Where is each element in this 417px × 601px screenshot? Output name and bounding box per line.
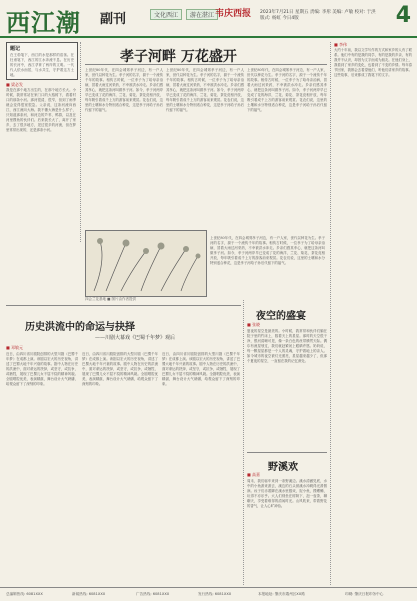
- paper-name: 韦庆西报: [215, 9, 252, 19]
- masthead: [0, 0, 417, 38]
- section-tag: 文化西江: [150, 9, 182, 20]
- feature-text-continued: 上世纪80年代，在四会城郊孝子河边，有一户人家，世代以种花为生。孝子河的名字，源于一个流传千年的故事。相传古时候，一位孝子为了给母亲治病，冒着大雨过河采药，不幸被洪水冲走。乡亲们感其孝心，就把这条河叫做孝子河。如今，孝子河两岸早已变成了花的海洋，兰花、菊花、茶花竞相开放，每年吸引着成千上万的游客前来观赏。花农们说，这里的土壤和水分特别适合种花，这是孝子河给子孙后代留下的福气。: [247, 68, 327, 112]
- intro-text: 在王勃笔下，西江的水是那样的浩荡。在杜甫笔下，西江的江水奔流不息。在历史的长河中，西江孕育了两岸的文明。一代代人依水而居，与水共生，守护着这方土地。: [10, 53, 74, 77]
- right-column: [334, 42, 412, 583]
- footer-item: 广告热线: 6081XXX: [136, 592, 170, 596]
- intro-title: 题记: [10, 46, 21, 52]
- creek-column: [247, 479, 327, 584]
- column-divider: [330, 42, 331, 585]
- intro-box: [6, 42, 78, 80]
- flower-drawing: [86, 231, 206, 296]
- night-title: 夜空的盛宴: [256, 311, 306, 322]
- section-tag: 游在湛江: [186, 9, 218, 20]
- history-column-2: [82, 352, 158, 584]
- section-rule: [247, 452, 327, 453]
- author-tag: ■ 邓敏元: [6, 345, 24, 350]
- history-subtitle: ——川剧大幕戏《巴蜀千年梦》观后: [95, 335, 176, 341]
- history-column-1: [6, 352, 78, 584]
- history-text: 近日，由四川省川剧院创排的大型川剧《巴蜀千年梦》在成都上演。该剧以宏大的历史视角，讲述了巴蜀大地千年兴衰的故事。剧中人物在历史的洪流中，面对命运的抉择，或坚守，或抗争，或牺牲，展现了巴蜀儿女不屈不挠的精神风貌。全剧唱腔优美，表演精湛，舞台设计大气磅礴，给观众留下了深刻的印象。: [6, 352, 78, 386]
- history-title: 历史洪流中的命运与抉择: [25, 322, 135, 333]
- author-tag: ■ 张晓: [247, 322, 261, 327]
- author-tag: ■ 梁必发: [6, 82, 24, 87]
- author-tag: ■ 高嘉: [247, 472, 261, 477]
- feature-text-continued: 上世纪80年代，在四会城郊孝子河边，有一户人家，世代以种花为生。孝子河的名字，源于一个流传千年的故事。相传古时候，一位孝子为了给母亲治病，冒着大雨过河采药，不幸被洪水冲走。乡亲们感其孝心，就把这条河叫做孝子河。如今，孝子河两岸早已变成了花的海洋，兰花、菊花、茶花竞相开放，每年吸引着成千上万的游客前来观赏。花农们说，这里的土壤和水分特别适合种花，这是孝子河给子孙后代留下的福气。: [210, 236, 325, 265]
- image-caption: 四会兰花基地 ■ 图片由作者提供: [85, 297, 137, 301]
- footer-item: 印刷: 肇庆日报印务中心: [345, 592, 384, 596]
- footer: [0, 587, 417, 601]
- paper-logo: 西江潮: [6, 9, 81, 37]
- footer-item: 发行热线: 6081XXX: [198, 592, 232, 596]
- page-number: 4: [395, 3, 411, 28]
- column-divider: [80, 42, 81, 242]
- flower-illustration: [85, 230, 207, 297]
- footer-item: 总编辑热线: 6081XXX: [6, 592, 43, 596]
- section-rule: [6, 305, 241, 306]
- author-tag: ■ 李伟: [334, 42, 348, 47]
- section-tags: [150, 9, 220, 20]
- footer-item: 本报地址: 肇庆市端州区XX路: [258, 592, 305, 596]
- section-title: 副刊: [100, 12, 127, 27]
- feature-title: 孝子河畔 万花盛开: [120, 49, 237, 65]
- night-column: [247, 329, 327, 449]
- column-divider: [243, 300, 244, 585]
- feature-text-continued: 上世纪80年代，在四会城郊孝子河边，有一户人家，世代以种花为生。孝子河的名字，源于一个流传千年的故事。相传古时候，一位孝子为了给母亲治病，冒着大雨过河采药，不幸被洪水冲走。乡亲们感其孝心，就把这条河叫做孝子河。如今，孝子河两岸早已变成了花的海洋，兰花、菊花、茶花竞相开放，每年吸引着成千上万的游客前来观赏。花农们说，这里的土壤和水分特别适合种花，这是孝子河给子孙后代留下的福气。: [166, 68, 244, 112]
- creek-title: 野溪欢: [268, 462, 298, 473]
- left-column: [6, 82, 76, 240]
- right-column-text: 大约十年前，我以文学写作的方式和家乡的人有了联系。他们中有的是我的同学，有的是我的乡亲，有的我并不认识，却因为文字而成为朋友。在他们身上，我看到了家乡的变化，也看到了不变的乡情。每年春节回家，我都会去看望他们，听他们讲家乡的故事。这些故事，后来都成了我笔下的文字。: [334, 48, 412, 77]
- feature-column-3: [247, 68, 327, 228]
- headline-rule: [85, 64, 327, 65]
- history-column-3: [162, 352, 240, 584]
- history-text-continued: 近日，由四川省川剧院创排的大型川剧《巴蜀千年梦》在成都上演。该剧以宏大的历史视角，讲述了巴蜀大地千年兴衰的故事。剧中人物在历史的洪流中，面对命运的抉择，或坚守，或抗争，或牺牲，展现了巴蜀儿女不屈不挠的精神风貌。全剧唱腔优美，表演精湛，舞台设计大气磅礴，给观众留下了深刻的印象。: [82, 352, 158, 386]
- feature-text: 上世纪80年代，在四会城郊孝子河边，有一户人家，世代以种花为生。孝子河的名字，源于一个流传千年的故事。相传古时候，一位孝子为了给母亲治病，冒着大雨过河采药，不幸被洪水冲走。乡亲们感其孝心，就把这条河叫做孝子河。如今，孝子河两岸早已变成了花的海洋，兰花、菊花、茶花竞相开放，每年吸引着成千上万的游客前来观赏。花农们说，这里的土壤和水分特别适合种花，这是孝子河给子孙后代留下的福气。: [85, 68, 163, 112]
- feature-column-2: [166, 68, 244, 228]
- creek-text: 周末，我们驱车来到一条野溪边。溪水清澈见底，水中的小鱼游来游去，溪边的石头被溪水冲刷得光滑圆润。孩子们赤着脚在溪水里嬉戏，捉小鱼，摸螺蛳，玩得不亦乐乎。大人们则坐在树荫下，泡一壶茶，聊聊天，享受着难得的清闲时光。山风吹来，带着野花的香气，让人心旷神怡。: [247, 479, 327, 508]
- left-column-text: 我是在那个地方出生的，在那个地方长大。小时候，我常常站在家门口的大榕树下，看着村口的那条小河。那河很清，很窄，但到了雨季就会变得很宽很急。父亲说，这条河流向西江，西江流向大海。我不懂大海是什么样子，只知道那条河，和河边的芦苇、鸭群，以及在河里摸鱼的伙伴们。后来我长大了，离开了家乡，去了很多地方，见过很多的河流，但在梦里常常出现的，还是那条小河。: [6, 88, 76, 132]
- footer-item: 新闻热线: 6081XXX: [72, 592, 106, 596]
- edition-info: 2023年7月21日 星期五 责编: 李彤 美编: 卢敏 校对: 于洪 版式: 杨虹 今日4版: [260, 10, 376, 21]
- night-text: 夏夜的星空是最美的。小时候，我常常和伙伴们躺在院子里的竹床上，数着天上的星星。那时的天空很干净，银河清晰可见，像一条白色的丝带横贯天际。偶尔有流星划过，我们就赶紧闭上眼睛许愿。奶奶说，每一颗星星都是一个人的灵魂，守护着地上的亲人。如今城市的夜空被灯光照亮，星星越来越少了，但那个夏夜的星空，一直留在我的记忆深处。: [247, 329, 327, 363]
- history-text-continued: 近日，由四川省川剧院创排的大型川剧《巴蜀千年梦》在成都上演。该剧以宏大的历史视角，讲述了巴蜀大地千年兴衰的故事。剧中人物在历史的洪流中，面对命运的抉择，或坚守，或抗争，或牺牲，展现了巴蜀儿女不屈不挠的精神风貌。全剧唱腔优美，表演精湛，舞台设计大气磅礴，给观众留下了深刻的印象。: [162, 352, 240, 386]
- feature-column-1: [85, 68, 163, 228]
